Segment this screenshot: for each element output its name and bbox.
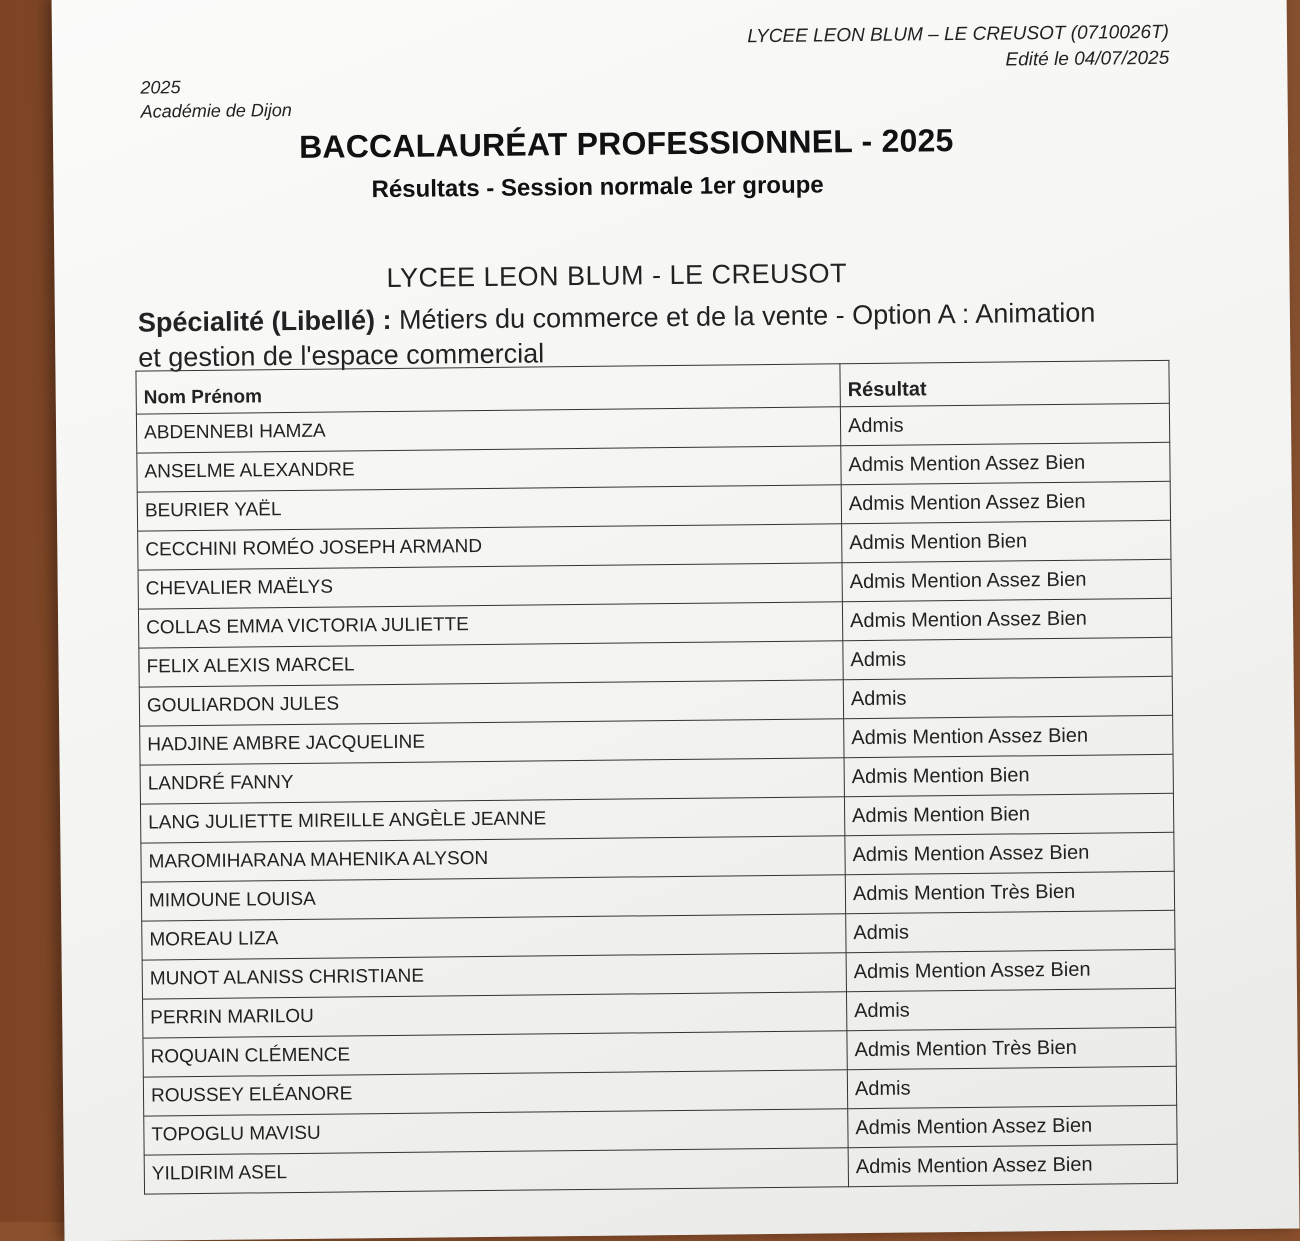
student-result: Admis <box>840 403 1169 445</box>
document-title: BACCALAURÉAT PROFESSIONNEL - 2025 <box>298 122 954 165</box>
student-result: Admis <box>843 637 1172 679</box>
student-result: Admis <box>846 988 1175 1030</box>
student-name: TOPOGLU MAVISU <box>144 1109 848 1155</box>
student-name: MAROMIHARANA MAHENIKA ALYSON <box>141 836 845 882</box>
academy-name: Académie de Dijon <box>140 99 292 122</box>
student-result: Admis Mention Assez Bien <box>848 1105 1177 1147</box>
student-result: Admis Mention Très Bien <box>847 1027 1176 1069</box>
session-year: 2025 <box>140 77 181 98</box>
document-subtitle: Résultats - Session normale 1er groupe <box>371 171 824 204</box>
school-code-line: LYCEE LEON BLUM – LE CREUSOT (0710026T) <box>747 21 1170 48</box>
student-name: ROQUAIN CLÉMENCE <box>143 1031 847 1077</box>
speciality-label: Spécialité (Libellé) : <box>137 304 392 338</box>
student-name: GOULIARDON JULES <box>139 680 843 726</box>
student-name: CECCHINI ROMÉO JOSEPH ARMAND <box>138 524 842 570</box>
student-result: Admis <box>847 1066 1176 1108</box>
student-name: MOREAU LIZA <box>142 914 846 960</box>
header-left <box>140 74 292 124</box>
student-name: MIMOUNE LOUISA <box>141 875 845 921</box>
student-name: COLLAS EMMA VICTORIA JULIETTE <box>138 602 842 648</box>
edited-date: Edité le 04/07/2025 <box>1005 47 1170 71</box>
student-result: Admis Mention Assez Bien <box>841 481 1170 523</box>
results-table <box>135 360 1178 1195</box>
student-result: Admis Mention Assez Bien <box>844 715 1173 757</box>
student-name: ANSELME ALEXANDRE <box>137 446 841 492</box>
result-column-header: Résultat <box>840 360 1169 406</box>
student-name: HADJINE AMBRE JACQUELINE <box>140 719 844 765</box>
student-name: YILDIRIM ASEL <box>144 1148 848 1194</box>
student-result: Admis Mention Assez Bien <box>841 442 1170 484</box>
speciality-value: Métiers du commerce et de la vente - Option A : Animation et gestion de l'espace commercial <box>138 297 1096 373</box>
student-name: ROUSSEY ELÉANORE <box>143 1070 847 1116</box>
student-result: Admis Mention Assez Bien <box>845 832 1174 874</box>
student-result: Admis Mention Bien <box>842 520 1171 562</box>
student-result: Admis <box>843 676 1172 718</box>
student-result: Admis Mention Assez Bien <box>846 949 1175 991</box>
student-result: Admis Mention Bien <box>844 793 1173 835</box>
student-name: CHEVALIER MAËLYS <box>138 563 842 609</box>
student-name: BEURIER YAËL <box>137 485 841 531</box>
name-column-header: Nom Prénom <box>136 364 840 414</box>
school-name: LYCEE LEON BLUM - LE CREUSOT <box>386 258 848 294</box>
student-result: Admis Mention Assez Bien <box>848 1144 1177 1186</box>
student-name: MUNOT ALANISS CHRISTIANE <box>142 953 846 999</box>
student-name: LANDRÉ FANNY <box>140 758 844 804</box>
student-result: Admis Mention Assez Bien <box>842 598 1171 640</box>
results-sheet <box>52 0 1300 1241</box>
student-name: LANG JULIETTE MIREILLE ANGÈLE JEANNE <box>140 797 844 843</box>
student-result: Admis Mention Très Bien <box>845 871 1174 913</box>
student-result: Admis Mention Bien <box>844 754 1173 796</box>
student-result: Admis Mention Assez Bien <box>842 559 1171 601</box>
student-result: Admis <box>846 910 1175 952</box>
header-right <box>747 20 1169 76</box>
student-name: FELIX ALEXIS MARCEL <box>139 641 843 687</box>
student-name: PERRIN MARILOU <box>143 992 847 1038</box>
student-name: ABDENNEBI HAMZA <box>136 407 840 453</box>
